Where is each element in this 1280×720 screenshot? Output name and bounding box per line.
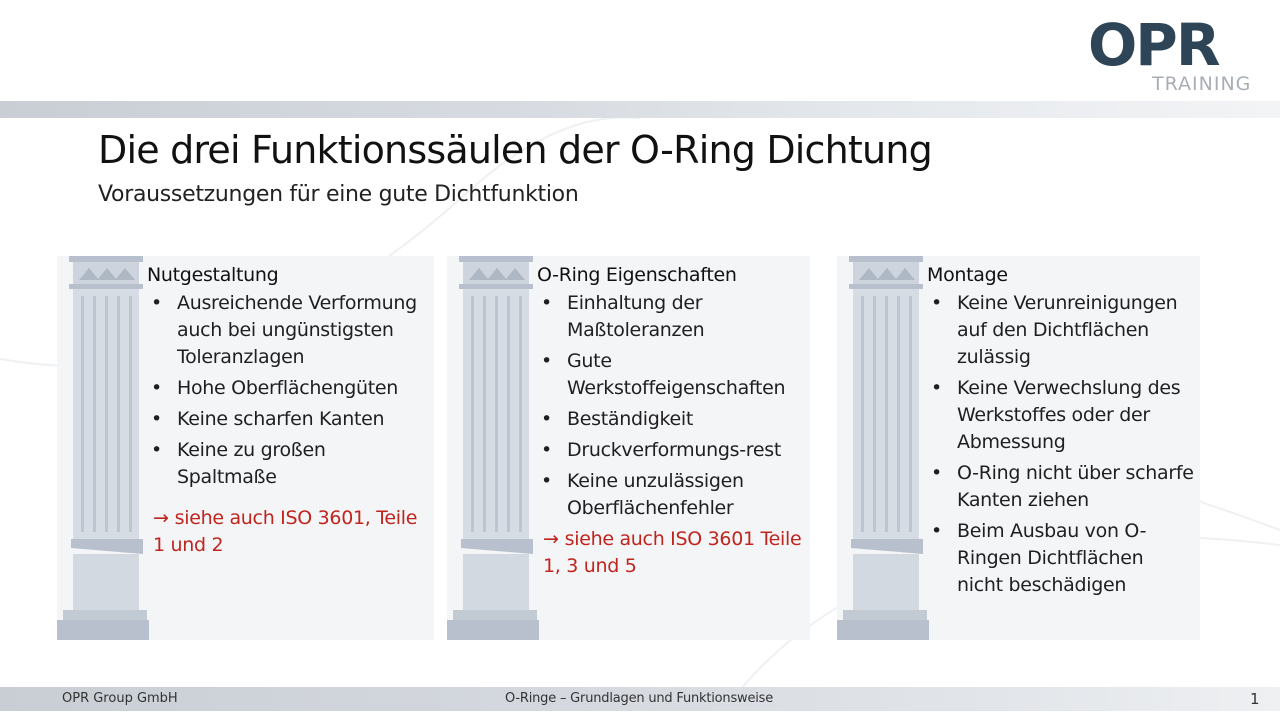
iso-reference [147,505,428,559]
list-item: • Keine Verunreinigungen auf den Dichtflächen zulässig [927,290,1194,371]
arrow-right-icon: → [153,507,169,529]
footer-bar [0,687,1280,711]
reference-text: siehe auch ISO 3601 Teile 1, 3 und 5 [543,528,802,577]
arrow-right-icon: → [543,528,559,550]
list-item: • O-Ring nicht über scharfe Kanten ziehen [927,460,1194,514]
iso-reference [537,526,804,580]
header-band [0,101,1280,118]
list-item: • Druckverformungs-rest [537,437,804,464]
logo-brand: OPR [1088,11,1219,79]
footer-topic: O-Ringe – Grundlagen und Funktionsweise [505,691,774,706]
pillar-heading: O-Ring Eigenschaften [537,264,737,286]
pillar-card-oring-eigenschaften [447,256,810,640]
list-item: • Beim Ausbau von O-Ringen Dichtflächen nicht beschädigen [927,518,1194,599]
pillar-card-nutgestaltung [57,256,434,640]
pillar-card-montage [837,256,1200,640]
pillar-heading: Nutgestaltung [147,264,279,286]
list-item: • Keine Verwechslung des Werkstoffes oder der Abmessung [927,375,1194,456]
reference-text: siehe auch ISO 3601, Teile 1 und 2 [153,507,418,556]
list-item: • Einhaltung der Maßtoleranzen [537,290,804,344]
pillar-list [147,290,428,491]
list-item: • Keine scharfen Kanten [147,406,428,433]
list-item: • Keine zu großen Spaltmaße [147,437,428,491]
opr-training-logo [1088,11,1264,96]
pillar-heading: Montage [927,264,1008,286]
column-pillar-icon [447,256,539,640]
slide-title: Die drei Funktionssäulen der O-Ring Dichtung [98,128,932,172]
pillar-list [927,290,1194,599]
list-item: • Gute Werkstoffeigenschaften [537,348,804,402]
slide-subtitle: Voraussetzungen für eine gute Dichtfunktion [98,182,579,207]
list-item: • Hohe Oberflächengüten [147,375,428,402]
pillar-list [537,290,804,522]
logo-subtitle: TRAINING [1152,73,1252,95]
footer-company: OPR Group GmbH [62,691,178,706]
column-pillar-icon [57,256,149,640]
page-number: 1 [1250,690,1260,708]
column-pillar-icon [837,256,929,640]
list-item: • Beständigkeit [537,406,804,433]
list-item: • Ausreichende Verformung auch bei ungünstigsten Toleranzlagen [147,290,428,371]
list-item: • Keine unzulässigen Oberflächenfehler [537,468,804,522]
